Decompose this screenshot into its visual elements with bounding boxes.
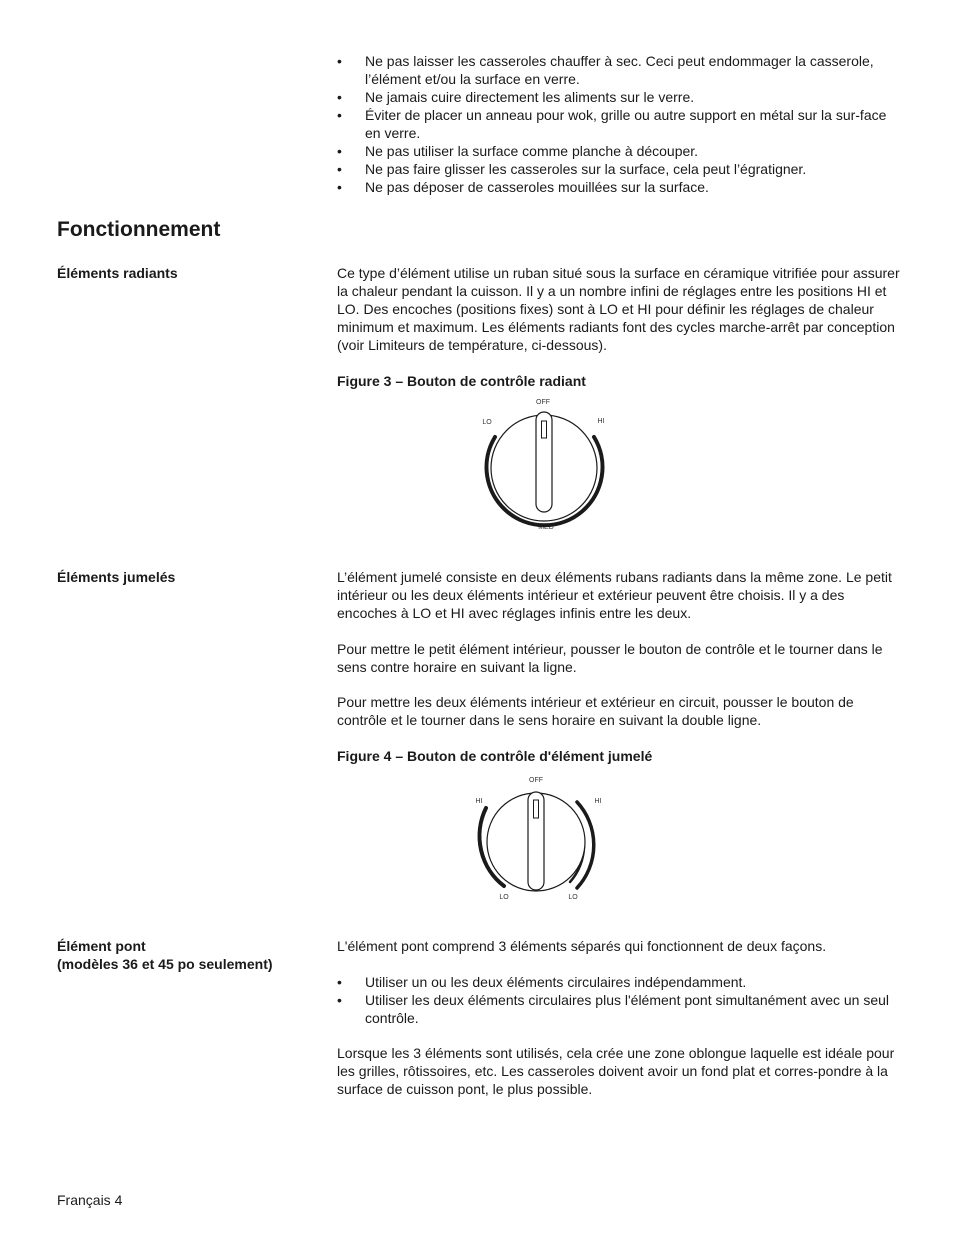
bridge-body: Lorsque les 3 éléments sont utilisés, cela crée une zone oblongue laquelle est idéale pour les grilles, rôtissoires, etc. Les casseroles doivent avoir un fond plat et corres-pondre à la surface de cuisson pont, le plus possible.: [337, 1045, 895, 1097]
radiant-heading: Éléments radiants: [57, 265, 178, 281]
knob-label-lo-left: LO: [499, 894, 509, 901]
radiant-body: Ce type d’élément utilise un ruban situé sous la surface en céramique vitrifiée pour assurer la chaleur pendant la cuisson. Il y a un nombre infini de réglages entre les positions HI et LO. Des encoches (positions fixes) sont à LO et HI pour définir les réglages de chaleur minimum et maximum. Les éléments radiants font des cycles marche-arrêt par conception (voir Limiteurs de température, ci-dessous).: [337, 265, 900, 353]
list-item: • Ne pas laisser les casseroles chauffer à sec. Ceci peut endommager la casserole, l’élément et/ou la surface en verre.: [337, 52, 902, 88]
knob-label-off: OFF: [529, 777, 543, 784]
figure-4-caption: Figure 4 – Bouton de contrôle d'élément jumelé: [337, 748, 653, 764]
knob-label-med: MED: [538, 524, 554, 531]
knob-label-off: OFF: [536, 399, 550, 406]
knob-label-hi: HI: [597, 418, 605, 425]
bridge-heading-line-2: (modèles 36 et 45 po seulement): [57, 956, 273, 972]
dual-body-2: Pour mettre le petit élément intérieur, pousser le bouton de contrôle et le tourner dans le sens contre horaire en suivant la ligne.: [337, 641, 883, 675]
list-item: • Ne pas utiliser la surface comme planche à découper.: [337, 142, 902, 160]
bridge-heading: [57, 937, 273, 973]
knob-label-hi-left: HI: [475, 798, 483, 805]
list-item: • Éviter de placer un anneau pour wok, grille ou autre support en métal sur la sur-face en verre.: [337, 106, 902, 142]
dual-body-1: L’élément jumelé consiste en deux éléments rubans radiants dans la même zone. Le petit intérieur ou les deux éléments intérieur et extérieur peuvent être choisis. Il y a des encoches à LO et HI avec réglages infinis entre les deux.: [337, 569, 892, 621]
list-item: • Utiliser les deux éléments circulaires plus l'élément pont simultanément avec un seul contrôle.: [337, 991, 902, 1027]
figure-3-caption: Figure 3 – Bouton de contrôle radiant: [337, 373, 586, 389]
bridge-intro: L'élément pont comprend 3 éléments séparés qui fonctionnent de deux façons.: [337, 938, 827, 954]
knob-label-lo-right: LO: [568, 894, 578, 901]
knob-label-hi-right: HI: [594, 798, 602, 805]
dual-knob-figure: [466, 770, 616, 906]
knob-label-lo: LO: [482, 419, 492, 426]
radiant-knob-figure: [470, 392, 620, 534]
safety-bullet-list: [337, 52, 902, 196]
list-item: • Ne pas faire glisser les casseroles sur la surface, cela peut l’égratigner.: [337, 160, 902, 178]
list-item: • Ne jamais cuire directement les aliments sur le verre.: [337, 88, 902, 106]
list-item: • Utiliser un ou les deux éléments circulaires indépendamment.: [337, 973, 902, 991]
knob-indicator: [534, 800, 539, 818]
dual-body-3: Pour mettre les deux éléments intérieur et extérieur en circuit, pousser le bouton de contrôle et le tourner dans le sens horaire en suivant la double ligne.: [337, 694, 854, 728]
knob-indicator: [542, 421, 547, 438]
dual-heading: Éléments jumelés: [57, 569, 176, 585]
list-item: • Ne pas déposer de casseroles mouillées sur la surface.: [337, 178, 902, 196]
page-footer: Français 4: [57, 1192, 123, 1208]
bridge-bullet-list: [337, 973, 902, 1027]
bridge-heading-line-1: Élément pont: [57, 938, 146, 954]
section-title: Fonctionnement: [57, 218, 221, 241]
